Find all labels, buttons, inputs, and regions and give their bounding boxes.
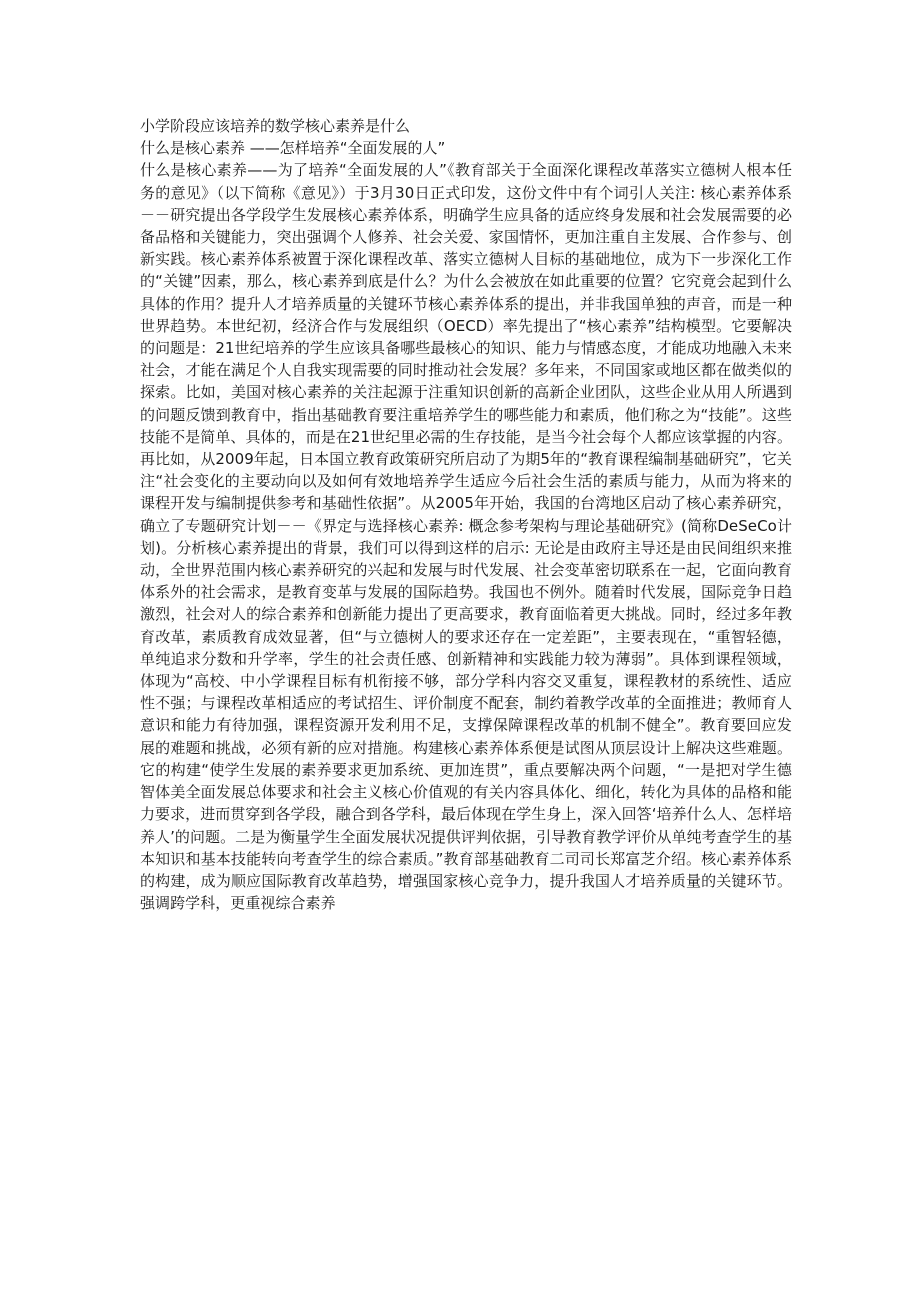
document-title: 小学阶段应该培养的数学核心素养是什么 [140, 117, 411, 135]
document-subtitle: 什么是核心素养 ——怎样培养“全面发展的人” [140, 139, 446, 158]
document-body: 什么是核心素养——为了培养“全面发展的人”《教育部关于全面深化课程改革落实立德树人根本任务的意见》（以下简称《意见》）于3月30日正式印发，这份文件中有个词引人关注: 核心素养体系－－研究提出各学段学生发展核心素养体系，明确学生应具备的适应终身发展和社会发展需要的必备品格和关键能力，突出强调个人修养、社会关爱、家国情怀，更加注重自主发展、合作参与、创新实践。核心素养体系被置于深化课程改革、落实立德树人目标的基础地位，成为下一步深化工作的“关键”因素，那么，核心素养到底是什么？为什么会被放在如此重要的位置？它究竟会起到什么具体的作用？提升人才培养质量的关键环节核心素养体系的提出，并非我国单独的声音，而是一种世界趋势。本世纪初，经济合作与发展组织（OECD）率先提出了“核心素养”结构模型。它要解决的问题是：21世纪培养的学生应该具备哪些最核心的知识、能力与情感态度，才能成功地融入未来社会，才能在满足个人自我实现需要的同时推动社会发展？多年来，不同国家或地区都在做类似的探索。比如，美国对核心素养的关注起源于注重知识创新的高新企业团队，这些企业从用人所遇到的问题反馈到教育中，指出基础教育要注重培养学生的哪些能力和素质，他们称之为“技能”。这些技能不是简单、具体的，而是在21世纪里必需的生存技能，是当今社会每个人都应该掌握的内容。再比如，从2009年起，日本国立教育政策研究所启动了为期5年的“教育课程编制基础研究”，它关注“社会变化的主要动向以及如何有效地培养学生适应今后社会生活的素质与能力，从而为将来的课程开发与编制提供参考和基础性依据”。从2005年开始，我国的台湾地区启动了核心素养研究，确立了专题研究计划－－《界定与选择核心素养: 概念参考架构与理论基础研究》(简称DeSeCo计划)。分析核心素养提出的背景，我们可以得到这样的启示: 无论是由政府主导还是由民间组织来推动，全世界范围内核心素养研究的兴起和发展与时代发展、社会变革密切联系在一起，它面向教育体系外的社会需求，是教育变革与发展的国际趋势。我国也不例外。随着时代发展，国际竞争日趋激烈，社会对人的综合素养和创新能力提出了更高要求，教育面临着更大挑战。同时，经过多年教育改革，素质教育成效显著，但“与立德树人的要求还存在一定差距”，主要表现在，“重智轻德，单纯追求分数和升学率，学生的社会责任感、创新精神和实践能力较为薄弱”。具体到课程领域，体现为“高校、中小学课程目标有机衔接不够，部分学科内容交叉重复，课程教材的系统性、适应性不强；与课程改革相适应的考试招生、评价制度不配套，制约着教学改革的全面推进；教师育人意识和能力有待加强，课程资源开发利用不足，支撑保障课程改革的机制不健全”。教育要回应发展的难题和挑战，必须有新的应对措施。构建核心素养体系便是试图从顶层设计上解决这些难题。它的构建“使学生发展的素养要求更加系统、更加连贯”，重点要解决两个问题，“一是把对学生德智体美全面发展总体要求和社会主义核心价值观的有关内容具体化、细化，转化为具体的品格和能力要求，进而贯穿到各学段，融合到各学科，最后体现在学生身上，深入回答‘培养什么人、怎样培养人’的问题。二是为衡量学生全面发展状况提供评判依据，引导教育教学评价从单纯考查学生的基本知识和基本技能转向考查学生的综合素质。”教育部基础教育二司司长郑富芝介绍。核心素养体系的构建，成为顺应国际教育改革趋势，增强国家核心竞争力，提升我国人才培养质量的关键环节。强调跨学科，更重视综合素养 [140, 161, 792, 913]
document-page [140, 115, 792, 914]
